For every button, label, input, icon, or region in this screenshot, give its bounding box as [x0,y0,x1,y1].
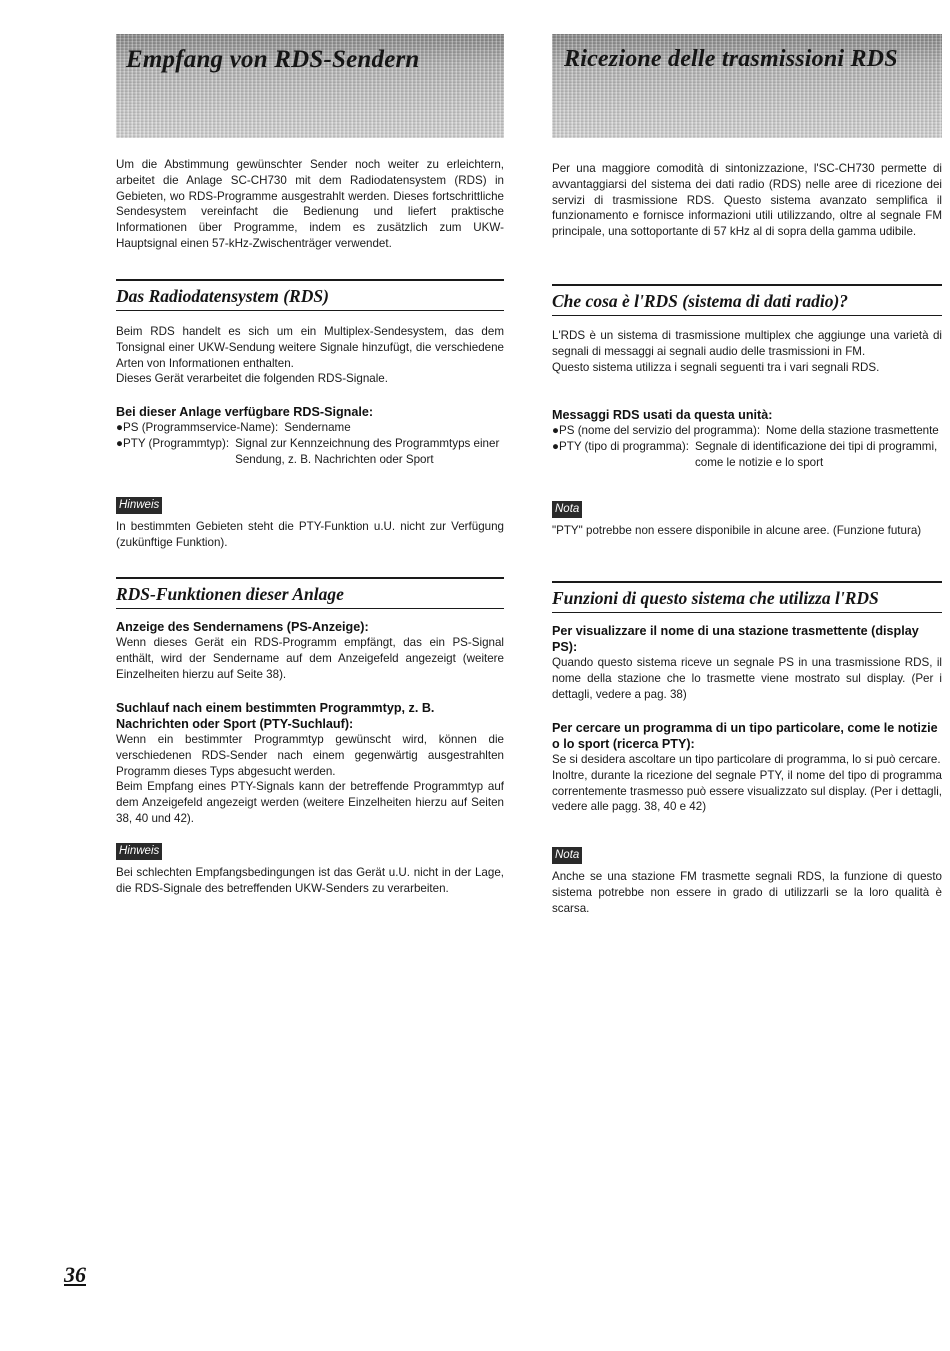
italian-intro-text: Per una maggiore comodità di sintonizzazione, l'SC-CH730 permette di avvantaggiarsi del sistema dei dati radio (RDS) nelle aree di ricezione dei servizi di trasmissione RDS. Questo sistema avanzato semplifica il funzionamento e fornisce informazioni utili utilizzando, oltre al segnale FM principale, una sottoportante di 57 kHz al di sopra della gamma udibile. [552,162,942,239]
german-intro-block [116,157,504,252]
italian-func2 [552,720,942,815]
italian-section1-text1: L'RDS è un sistema di trasmissione multiplex che aggiunge una varietà di segnali di messaggi ai segnali audio delle trasmissioni in FM. [552,329,942,358]
italian-func1 [552,623,942,702]
german-note2-label: Hinweis [116,843,162,860]
italian-func2-heading: Per cercare un programma di un tipo particolare, come le notizie o lo sport (ricerca PTY): [552,721,938,751]
german-note2 [116,841,504,897]
italian-func2-text1: Se si desidera ascoltare un tipo particolare di programma, lo si può cercare. [552,753,941,766]
german-func1 [116,619,504,682]
italian-func1-heading: Per visualizzare il nome di una stazione trasmettente (display PS): [552,624,919,654]
german-intro-text: Um die Abstimmung gewünschter Sender noch weiter zu erleichtern, arbeitet die Anlage SC-CH730 mit dem Radiodatensystem (RDS) in Gebieten, wo RDS-Programme ausgestrahlt werden. Dieses fortschrittliche Sendesystem vereinfacht die Bedienung und liefert praktische Informationen über Programme, indem es zusätzlich zum UKW-Hauptsignal einen 57-kHz-Zwischenträger verwendet. [116,158,504,250]
german-signal-pty-term: ●PTY (Programmtyp): [116,436,230,450]
german-note2-text: Bei schlechten Empfangsbedingungen ist das Gerät u.U. nicht in der Lage, die RDS-Signale des betreffenden UKW-Senders zu verarbeiten. [116,866,504,895]
german-section1-text2: Dieses Gerät verarbeitet die folgenden RDS-Signale. [116,372,388,386]
german-func1-heading: Anzeige des Sendernamens (PS-Anzeige): [116,620,369,634]
italian-note1 [552,499,942,539]
german-signals-block [116,404,504,467]
italian-note2-label: Nota [552,847,582,864]
german-section1-body [116,324,504,387]
german-func2-heading: Suchlauf nach einem bestimmten Programmtyp, z. B. Nachrichten oder Sport (PTY-Suchlauf): [116,701,435,731]
italian-title-banner [552,34,942,138]
italian-section2-header [552,581,942,613]
german-note1 [116,495,504,551]
german-func1-text: Wenn dieses Gerät ein RDS-Programm empfängt, das ein PS-Signal enthält, wird der Sendername auf dem Anzeigefeld angezeigt (weitere Einzelheiten hierzu auf Seite 38). [116,636,504,681]
german-signal-ps [116,420,504,436]
german-title-banner [116,34,504,138]
italian-note2-text: Anche se una stazione FM trasmette segnali RDS, la funzione di questo sistema potrebbe non essere in grado di utilizzarli se la loro qualità è scarsa. [552,870,942,915]
italian-note1-label: Nota [552,501,582,518]
german-note1-text: In bestimmten Gebieten steht die PTY-Funktion u.U. nicht zur Verfügung (zukünftige Funktion). [116,520,504,549]
german-note1-label: Hinweis [116,497,162,514]
german-section1-text1: Beim RDS handelt es sich um ein Multiplex-Sendesystem, das dem Tonsignal einer UKW-Sendung weitere Signale hinzufügt, die verschiedene Arten von Informationen enthalten. [116,325,504,370]
german-section2-header [116,577,504,609]
italian-section1-title: Che cosa è l'RDS (sistema di dati radio)? [552,291,849,311]
italian-func1-text: Quando questo sistema riceve un segnale PS in una trasmissione RDS, il nome della stazione che lo trasmette viene mostrato sul display. (Per i dettagli, vedere a pag. 38) [552,656,942,701]
german-page-title: Empfang von RDS-Sendern [126,46,420,73]
german-section2-title: RDS-Funktionen dieser Anlage [116,584,344,604]
italian-intro-block [552,161,942,240]
italian-page-title: Ricezione delle trasmissioni RDS [564,46,898,72]
italian-section1-text2: Questo sistema utilizza i segnali seguenti tra i vari segnali RDS. [552,360,880,374]
german-func2-text1: Wenn ein bestimmter Programmtyp gewünscht wird, können die verschiedenen RDS-Sender nach einem gegenwärtig ausgestrahlten Programm dieses Typs abgesucht werden. [116,733,504,778]
italian-note1-text: "PTY" potrebbe non essere disponibile in alcune aree. (Funzione futura) [552,524,922,537]
italian-signal-ps-desc: Nome della stazione trasmettente [766,424,939,437]
italian-section1-body [552,328,942,375]
german-signal-pty-desc: Signal zur Kennzeichnung des Programmtyps einer Sendung, z. B. Nachrichten oder Sport [235,436,500,466]
german-section1-header [116,279,504,311]
italian-signal-pty-desc: Segnale di identificazione dei tipi di programmi, come le notizie e lo sport [694,439,938,469]
italian-signal-pty-term: ●PTY (tipo di programma): [552,439,689,453]
italian-section2-title: Funzioni di questo sistema che utilizza l'RDS [552,588,879,608]
german-signals-heading: Bei dieser Anlage verfügbare RDS-Signale: [116,405,374,419]
italian-signals-block [552,407,942,470]
italian-note2 [552,845,942,916]
italian-func2-text2: Inoltre, durante la ricezione del segnale PTY, il nome del tipo di programma correntemente trasmesso può essere visualizzato sul display. (Per i dettagli, vedere alle pagg. 38, 40 e 42) [552,768,942,814]
german-section1-title: Das Radiodatensystem (RDS) [116,286,329,306]
german-signal-ps-term: ●PS (Programmservice-Name): [116,421,279,434]
italian-signals-heading: Messaggi RDS usati da questa unità: [552,408,773,422]
italian-signal-pty [552,439,942,471]
german-signal-ps-desc: Sendername [284,421,351,434]
german-func2 [116,700,504,827]
italian-signal-ps [552,423,942,439]
german-func2-text2: Beim Empfang eines PTY-Signals kann der betreffende Programmtyp auf dem Anzeigefeld angezeigt werden (weitere Einzelheiten hierzu auf Seiten 38, 40 und 42). [116,780,504,825]
italian-signal-ps-term: ●PS (nome del servizio del programma): [552,424,761,437]
page-number: 36 [64,1262,86,1287]
german-signal-pty [116,436,504,468]
italian-section1-header [552,284,942,316]
